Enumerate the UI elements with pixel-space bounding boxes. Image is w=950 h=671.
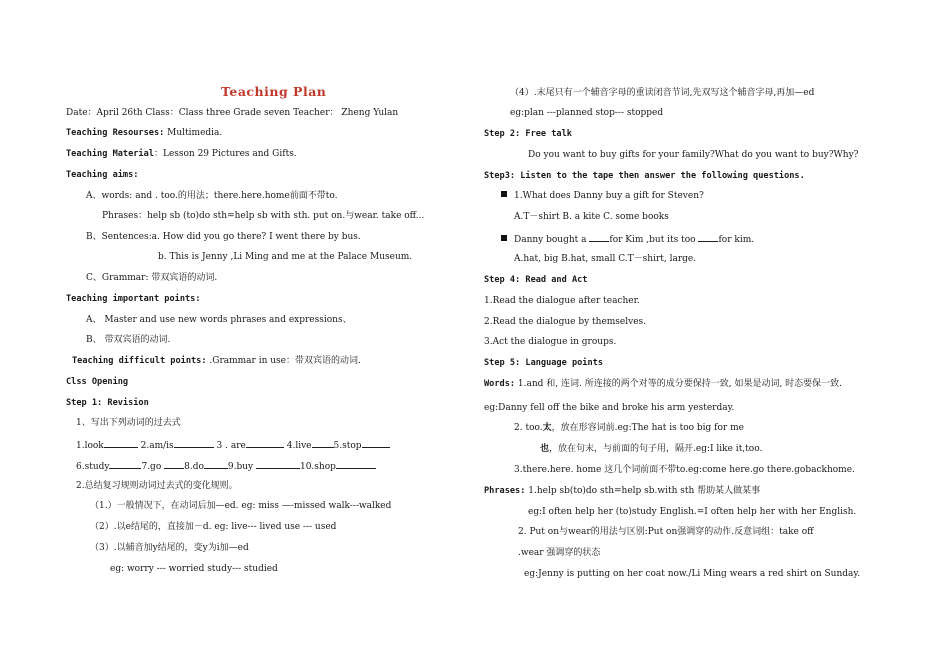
- exercise-item: 6.study: [76, 462, 110, 472]
- words-point-1-example: eg:Danny fell off the bike and broke his arm yesterday.: [484, 403, 735, 413]
- question-2-options: A.hat, big B.hat, small C.T－shirt, large.: [514, 254, 697, 264]
- phrase-2: 2. Put on与wear的用法与区别:Put on强调穿的动作.反意词组：take off: [518, 527, 814, 537]
- step2-heading: Step 2: Free talk: [484, 129, 572, 139]
- class-opening-heading: Clss Opening: [66, 377, 129, 387]
- bullet-square-icon: [501, 235, 507, 241]
- exercise-item: 9.buy: [227, 462, 256, 472]
- answer-blank[interactable]: [698, 232, 718, 242]
- step4-heading: Step 4: Read and Act: [484, 275, 588, 285]
- exercise-item: 5.stop: [333, 441, 362, 451]
- bullet-square-icon: [501, 191, 507, 197]
- exercise-item: 4.live: [286, 441, 312, 451]
- material-value: ：Lesson 29 Pictures and Gifts.: [153, 149, 297, 159]
- document-title: Teaching Plan: [221, 84, 327, 99]
- question-2-part3: for kim.: [718, 235, 755, 245]
- words-label: Words:: [484, 379, 516, 389]
- aims-heading: Teaching aims:: [66, 170, 139, 180]
- phrase-1: 1.help sb(to)do sth=help sb.with sth 帮助某人做某事: [525, 486, 761, 496]
- exercise-item: 1.look: [76, 441, 104, 451]
- rule-4: （4）.末尾只有一个辅音字母的重读闭音节词,先双写这个辅音字母,再加—ed: [510, 88, 815, 98]
- act-3: 3.Act the dialogue in groups.: [484, 337, 617, 347]
- answer-blank[interactable]: [256, 459, 300, 469]
- step3-heading: Step3: Listen to the tape then answer the following questions.: [484, 171, 805, 181]
- words-point-2: [514, 422, 744, 434]
- resources-value: Multimedia.: [164, 128, 223, 138]
- answer-blank[interactable]: [204, 459, 228, 469]
- question-1-options: A.T－shirt B. a kite C. some books: [514, 212, 669, 222]
- question-2-part2: for Kim ,but its too: [609, 235, 699, 245]
- question-1: [501, 190, 704, 202]
- exercise-item: 7.go: [141, 462, 165, 472]
- also-usage: ，放在句末，与前面的句子用，隔开.eg:I like it,too.: [549, 444, 763, 454]
- rule-1: （1.）一般情况下，在动词后加—ed. eg: miss —-missed walk---walked: [90, 501, 392, 511]
- rule-3: （3）.以辅音加y结尾的，变y为i加—ed: [90, 543, 249, 553]
- important-points-heading: Teaching important points:: [66, 294, 201, 304]
- too-meaning: 太: [542, 423, 552, 433]
- words-point-2-also: [540, 443, 762, 455]
- words-point-3: 3.there.here. home 这几个词前面不带to.eg:come here.go there.gobackhome.: [514, 465, 855, 475]
- important-point-b: B、 带双宾语的动词.: [86, 335, 171, 345]
- free-talk-question: Do you want to buy gifts for your family?What do you want to buy?Why?: [528, 150, 859, 160]
- phrases-line-1: [484, 485, 760, 497]
- question-2: [501, 232, 754, 246]
- answer-blank[interactable]: [164, 459, 184, 469]
- exercise-item: 10.shop: [299, 462, 336, 472]
- act-2: 2.Read the dialogue by themselves.: [484, 317, 647, 327]
- too-usage: ，放在形容词前.eg:The hat is too big for me: [551, 423, 744, 433]
- aim-c: C、Grammar: 带双宾语的动词.: [86, 273, 218, 283]
- revision-task2: 2.总结复习规则动词过去式的变化规则。: [76, 481, 238, 491]
- material-label: Teaching Material: [66, 149, 154, 159]
- rule-3-example: eg: worry --- worried study--- studied: [110, 564, 278, 574]
- answer-blank[interactable]: [589, 232, 609, 242]
- answer-blank[interactable]: [109, 459, 141, 469]
- answer-blank[interactable]: [246, 438, 284, 448]
- too-label: 2. too.: [514, 423, 543, 433]
- words-line-1: [484, 378, 842, 390]
- answer-blank[interactable]: [104, 438, 138, 448]
- answer-blank[interactable]: [312, 438, 334, 448]
- difficult-points-line: [72, 355, 361, 367]
- phrase-2-wear: .wear 强调穿的状态: [518, 548, 601, 558]
- step5-heading: Step 5: Language points: [484, 358, 603, 368]
- aim-a-phrases: Phrases：help sb (to)do sth=help sb with sth. put on.与wear. take off...: [102, 211, 425, 221]
- aim-b: B、Sentences:a. How did you go there? I went there by bus.: [86, 232, 361, 242]
- aim-b-second: b. This is Jenny ,Li Ming and me at the Palace Museum.: [158, 252, 413, 262]
- rule-4-example: eg:plan ---planned stop--- stopped: [510, 108, 664, 118]
- words-point-1: 1.and 和, 连词. 所连接的两个对等的成分要保持一致, 如果是动词, 时态要保一致.: [515, 379, 843, 389]
- important-point-a: A、 Master and use new words phrases and expressions、: [86, 315, 352, 325]
- answer-blank[interactable]: [362, 438, 390, 448]
- answer-blank[interactable]: [336, 459, 376, 469]
- phrases-label: Phrases:: [484, 486, 526, 496]
- difficult-points-label: Teaching difficult points:: [72, 356, 207, 366]
- exercise-item: 8.do: [184, 462, 204, 472]
- material-line: [66, 148, 297, 160]
- aim-a: A、words: and . too.的用法；there.here.home前面不带to.: [86, 191, 338, 201]
- exercise-item: 3 . are: [216, 441, 246, 451]
- question-1-text: 1.What does Danny buy a gift for Steven?: [514, 191, 704, 201]
- rule-2: （2）.以e结尾的，直接加－d. eg: live--- lived use --- used: [90, 522, 337, 532]
- revision-task1: 1、写出下列动词的过去式: [76, 418, 181, 428]
- exercise-row-1: [76, 438, 390, 452]
- also-meaning: 也: [540, 444, 550, 454]
- lesson-info-line: Date：April 26th Class：Class three Grade seven Teacher： Zheng Yulan: [66, 108, 399, 118]
- exercise-row-2: [76, 459, 376, 473]
- phrase-2-example: eg:Jenny is putting on her coat now./Li Ming wears a red shirt on Sunday.: [524, 569, 861, 579]
- resources-label: Teaching Resourses:: [66, 128, 165, 138]
- exercise-item: 2.am/is: [140, 441, 174, 451]
- act-1: 1.Read the dialogue after teacher.: [484, 296, 640, 306]
- resources-line: [66, 127, 222, 139]
- phrase-1-example: eg:I often help her (to)study English.=I often help her with her English.: [528, 507, 857, 517]
- step1-heading: Step 1: Revision: [66, 398, 149, 408]
- question-2-part1: Danny bought a: [514, 235, 590, 245]
- answer-blank[interactable]: [174, 438, 214, 448]
- difficult-points-value: .Grammar in use：带双宾语的动词.: [206, 356, 361, 366]
